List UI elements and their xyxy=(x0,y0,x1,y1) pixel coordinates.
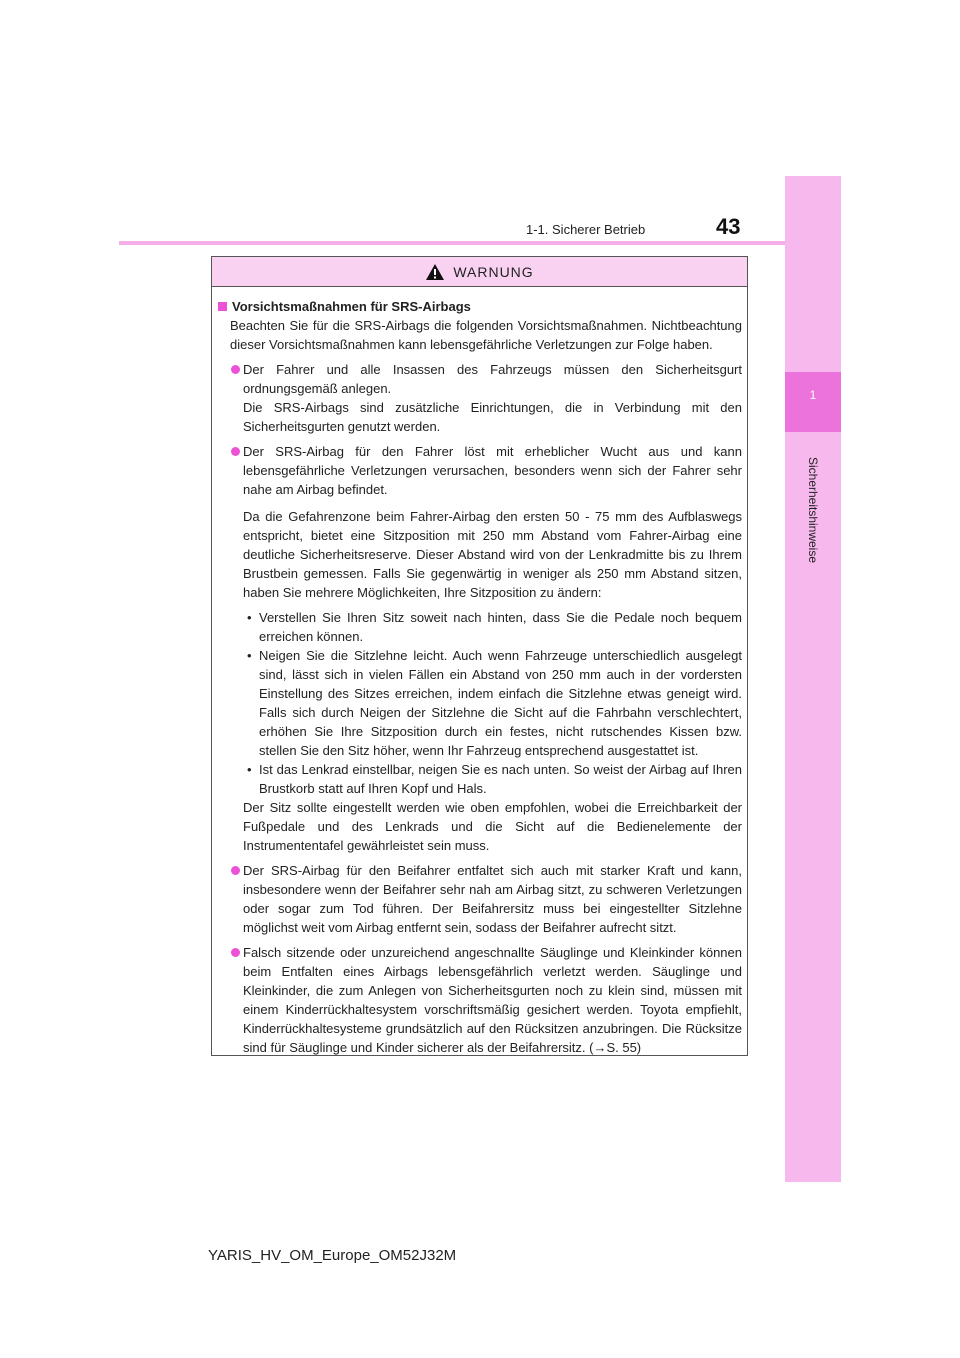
sub-bullet-mark: • xyxy=(247,762,252,777)
document-code: YARIS_HV_OM_Europe_OM52J32M xyxy=(208,1247,457,1264)
round-bullet-icon xyxy=(231,948,240,957)
list-item xyxy=(218,442,742,499)
list-item xyxy=(218,861,742,937)
square-bullet-icon xyxy=(218,302,227,311)
sub-list-item xyxy=(218,760,742,798)
warning-body xyxy=(218,297,742,1057)
round-bullet-icon xyxy=(231,447,240,456)
sub-bullet-mark: • xyxy=(247,648,252,663)
sub-bullet-mark: • xyxy=(247,610,252,625)
page-number: 43 xyxy=(716,214,741,239)
intro-paragraph: Beachten Sie für die SRS-Airbags die folgenden Vorsichtsmaßnahmen. Nichtbeachtung dieser Vorsichtsmaßnahmen kann lebensgefährliche Verletzungen zur Folge haben. xyxy=(230,318,742,352)
chapter-title: Sicherheitshinweise xyxy=(806,456,820,564)
chapter-side-tab xyxy=(785,176,841,1182)
list-item-text: Falsch sitzende oder unzureichend angeschnallte Säuglinge und Kleinkinder können beim Entfalten eines Airbags lebensgefährlich verletzt werden. Säuglinge und Kleinkinder, die zum Anlegen von Sicherheitsgurten noch zu klein sind, müssen mit einem Kinderrückhaltesystem vorschriftsmäßig gesichert werden. Toyota empfiehlt, Kinderrückhaltesysteme grundsätzlich auf den Rücksitzen anzubringen. Die Rücksitze sind für Säuglinge und Kinder sicherer als der Beifahrersitz. (→S. 55) xyxy=(243,945,742,1055)
sub-list-item-text: Ist das Lenkrad einstellbar, neigen Sie es nach unten. So weist der Airbag auf Ihren Brustkorb statt auf Ihren Kopf und Hals. xyxy=(259,762,742,796)
sub-list-item-text: Neigen Sie die Sitzlehne leicht. Auch wenn Fahrzeuge unterschiedlich ausgelegt sind, lässt sich in vielen Fällen ein Abstand von 250 mm auch in der vordersten Einstellung des Sitzes erreichen, indem einfach die Sitzlehne etwas geneigt wird. Falls sich durch Neigen der Sitzlehne die Sicht auf die Fahrbahn verschlechtert, erhöhen Sie Ihre Sitzposition durch ein festes, nicht rutschendes Kissen bzw. stellen Sie den Sitz höher, wenn Ihr Fahrzeug entsprechend ausgestattet ist. xyxy=(259,648,742,758)
chapter-tab-highlight xyxy=(785,372,841,432)
section-heading-text: Vorsichtsmaßnahmen für SRS-Airbags xyxy=(232,299,471,314)
round-bullet-icon xyxy=(231,866,240,875)
warning-header xyxy=(212,257,747,287)
distance-paragraph: Da die Gefahrenzone beim Fahrer-Airbag den ersten 50 - 75 mm des Aufblaswegs entspricht, bietet eine Sitzposition mit 250 mm Abstand vom Fahrer-Airbag eine deutliche Sicherheitsreserve. Dieser Abstand wird von der Lenkradmitte bis zu Ihrem Brustbein gemessen. Falls Sie gegenwärtig in weniger als 250 mm Abstand sitzen, haben Sie mehrere Möglichkeiten, Ihre Sitzposition zu ändern: xyxy=(243,509,742,600)
sub-list-item xyxy=(218,646,742,760)
section-title: 1-1. Sicherer Betrieb xyxy=(526,222,646,237)
list-item-text: Der SRS-Airbag für den Fahrer löst mit erheblicher Wucht aus und kann lebensgefährliche Verletzungen verursachen, besonders wenn sich der Fahrer sehr nahe am Airbag befindet. xyxy=(243,444,742,497)
warning-title: WARNUNG xyxy=(453,263,534,280)
list-item xyxy=(218,360,742,436)
sub-list-item xyxy=(218,608,742,646)
warning-box xyxy=(211,256,748,1056)
closing-paragraph: Der Sitz sollte eingestellt werden wie oben empfohlen, wobei die Erreichbarkeit der Fußpedale und des Lenkrads und die Sicht auf die Bedienelemente der Instrumententafel gewährleistet sein muss. xyxy=(243,800,742,853)
chapter-number: 1 xyxy=(809,388,817,402)
list-item xyxy=(218,943,742,1057)
sub-list-item-text: Verstellen Sie Ihren Sitz soweit nach hinten, dass Sie die Pedale noch bequem erreichen können. xyxy=(259,610,742,644)
section-heading xyxy=(218,297,742,316)
list-item-text: Der SRS-Airbag für den Beifahrer entfaltet sich auch mit starker Kraft und kann, insbesondere wenn der Beifahrer sehr nah am Airbag sitzt, zu schweren Verletzungen oder sogar zum Tod führen. Der Beifahrersitz muss bei eingestellter Sitzlehne möglichst weit vom Airbag entfernt sein, sodass der Beifahrer aufrecht sitzt. xyxy=(243,863,742,935)
header-rule xyxy=(119,241,785,245)
list-item-text: Der Fahrer und alle Insassen des Fahrzeugs müssen den Sicherheitsgurt ordnungsgemäß anlegen. Die SRS-Airbags sind zusätzliche Einrichtungen, die in Verbindung mit den Sicherheitsgurten genutzt werden. xyxy=(243,362,742,434)
round-bullet-icon xyxy=(231,365,240,374)
sub-list xyxy=(218,608,742,798)
warning-triangle-icon xyxy=(425,263,445,281)
